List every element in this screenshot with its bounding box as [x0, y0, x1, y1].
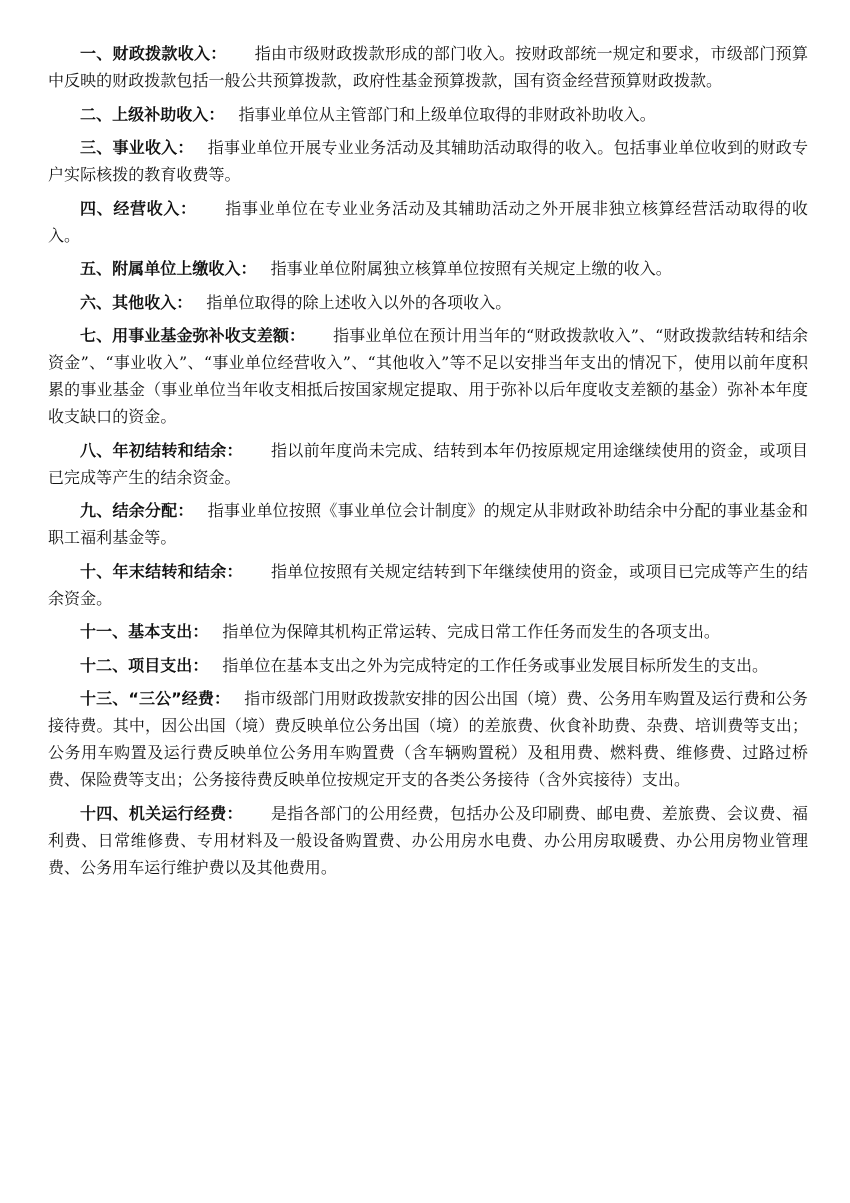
- entry-term: 五、附属单位上缴收入：: [80, 259, 257, 278]
- glossary-entry-project-expenditure: [48, 652, 808, 679]
- entry-term: 十四、机关运行经费：: [80, 803, 243, 823]
- entry-term: 四、经营收入：: [80, 198, 197, 218]
- entry-term: 十三、“三公”经费：: [80, 689, 231, 708]
- glossary-entry-business-fund-offset: [48, 322, 808, 430]
- glossary-entry-three-public-expenses: [48, 685, 808, 793]
- entry-definition: 指事业单位在预计用当年的“财政拨款收入”、“财政拨款结转和结余资金”、“事业收入”、“事业单位经营收入”、“其他收入”等不足以安排当年支出的情况下，使用以前年度积累的事业基金（事业单位当年收支相抵后按国家规定提取、用于弥补以后年度收支差额的基金）弥补本年度收支缺口的资金。: [48, 326, 808, 426]
- glossary-entry-surplus-distribution: [48, 497, 808, 551]
- entry-definition: 是指各部门的公用经费，包括办公及印刷费、邮电费、差旅费、会议费、福利费、日常维修费、专用材料及一般设备购置费、办公用房水电费、办公用房取暖费、办公用房物业管理费、公务用车运行维护费以及其他费用。: [48, 803, 808, 877]
- glossary-entry-agency-operating-expenses: [48, 800, 808, 881]
- glossary-entry-opening-carryover: [48, 437, 808, 491]
- entry-definition: 指事业单位从主管部门和上级单位取得的非财政补助收入。: [238, 104, 656, 124]
- entry-term: 十、年末结转和结余：: [80, 561, 243, 581]
- entry-definition: 指事业单位开展专业业务活动及其辅助活动取得的收入。包括事业单位收到的财政专户实际核拨的教育收费等。: [48, 138, 808, 184]
- entry-definition: 指单位在基本支出之外为完成特定的工作任务或事业发展目标所发生的支出。: [222, 655, 769, 675]
- glossary-entry-other-income: [48, 289, 808, 316]
- entry-term: 十一、基本支出：: [80, 622, 209, 641]
- entry-definition: 指由市级财政拨款形成的部门收入。按财政部统一规定和要求，市级部门预算中反映的财政拨款包括一般公共预算拨款，政府性基金预算拨款，国有资金经营预算财政拨款。: [48, 44, 808, 90]
- entry-term: 一、财政拨款收入：: [80, 44, 227, 63]
- entry-term: 二、上级补助收入：: [80, 104, 225, 124]
- entry-definition: 指单位取得的除上述收入以外的各项收入。: [206, 292, 512, 312]
- entry-definition: 指以前年度尚未完成、结转到本年仍按原规定用途继续使用的资金，或项目已完成等产生的结余资金。: [48, 440, 808, 487]
- entry-term: 七、用事业基金弥补收支差额：: [80, 326, 306, 345]
- glossary-entry-affiliated-unit-remittance: [48, 255, 808, 282]
- entry-definition: 指单位为保障其机构正常运转、完成日常工作任务而发生的各项支出。: [222, 622, 720, 641]
- entry-definition: 指事业单位在专业业务活动及其辅助活动之外开展非独立核算经营活动取得的收入。: [48, 198, 808, 245]
- glossary-entry-fiscal-appropriation-income: [48, 40, 808, 94]
- glossary-entry-operating-income: [48, 195, 808, 249]
- entry-definition: 指事业单位按照《事业单位会计制度》的规定从非财政补助结余中分配的事业基金和职工福利基金等。: [48, 501, 808, 547]
- entry-term: 十二、项目支出：: [80, 655, 209, 675]
- entry-term: 九、结余分配：: [80, 501, 194, 520]
- entry-definition: 指事业单位附属独立核算单位按照有关规定上缴的收入。: [270, 259, 672, 278]
- entry-term: 三、事业收入：: [80, 138, 194, 157]
- entry-term: 八、年初结转和结余：: [80, 440, 243, 460]
- glossary-entry-superior-subsidy-income: [48, 101, 808, 128]
- entry-term: 六、其他收入：: [80, 292, 193, 312]
- entry-definition: 指市级部门用财政拨款安排的因公出国（境）费、公务用车购置及运行费和公务接待费。其中，因公出国（境）费反映单位公务出国（境）的差旅费、伙食补助费、杂费、培训费等支出；公务用车购置及运行费反映单位公务用车购置费（含车辆购置税）及租用费、燃料费、维修费、过路过桥费、保险费等支出；公务接待费反映单位按规定开支的各类公务接待（含外宾接待）支出。: [48, 689, 808, 789]
- glossary-list: [48, 40, 808, 887]
- glossary-entry-closing-carryover: [48, 558, 808, 612]
- entry-definition: 指单位按照有关规定结转到下年继续使用的资金，或项目已完成等产生的结余资金。: [48, 561, 808, 608]
- glossary-entry-basic-expenditure: [48, 618, 808, 645]
- glossary-entry-business-income: [48, 134, 808, 188]
